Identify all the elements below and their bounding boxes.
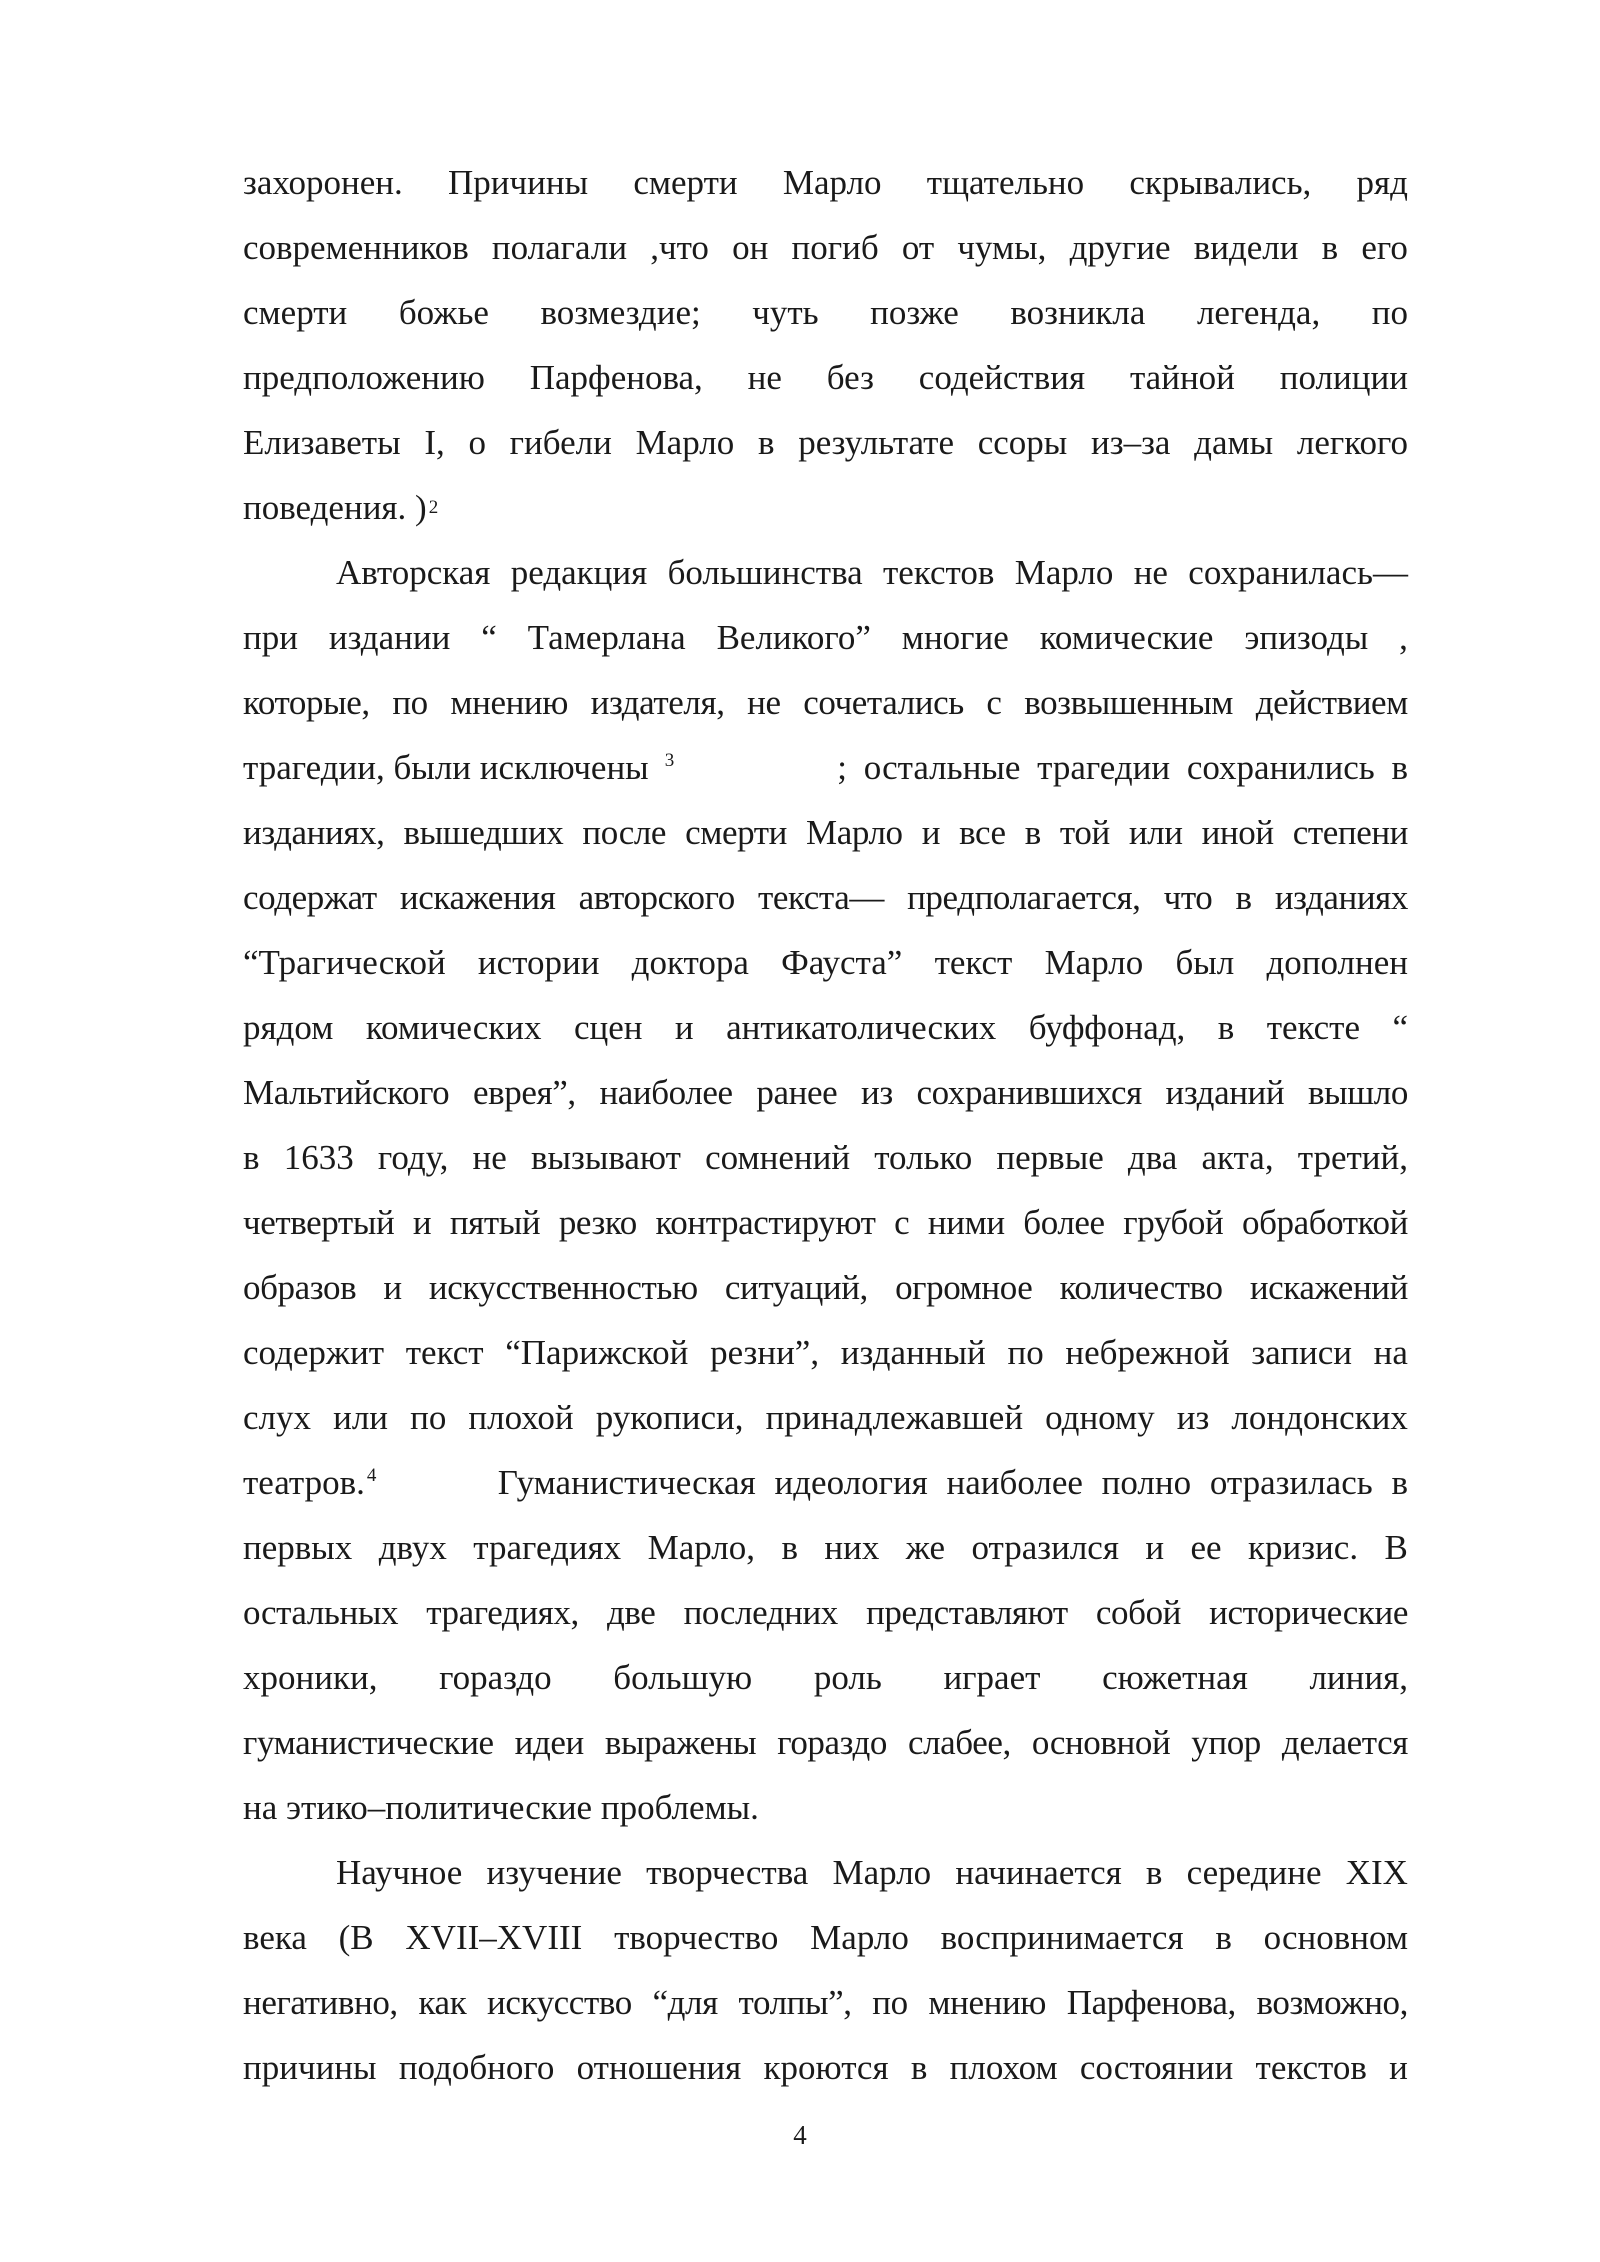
word: изучение: [486, 1852, 622, 1892]
word: сохранившихся: [916, 1072, 1142, 1112]
word: же: [905, 1527, 946, 1567]
word: кризис.: [1248, 1527, 1359, 1567]
word: два: [1127, 1137, 1178, 1177]
word: сюжетная: [1102, 1657, 1248, 1697]
word: и: [412, 1202, 432, 1242]
word: иной: [1201, 812, 1274, 852]
word: гораздо: [777, 1722, 887, 1762]
text-line: [243, 670, 1408, 735]
word: негативно,: [243, 1982, 398, 2022]
word: еврея”,: [473, 1072, 576, 1112]
word: полиции: [1279, 357, 1408, 397]
word: ряд: [1356, 162, 1408, 202]
word: образов: [243, 1267, 357, 1307]
word: и: [1389, 2047, 1408, 2087]
word: Великого”: [716, 617, 871, 657]
word: 1633: [283, 1137, 354, 1177]
word: искусственностью: [428, 1267, 698, 1307]
body-text: [243, 150, 1408, 2100]
word: или: [1128, 812, 1183, 852]
word: которые,: [243, 682, 370, 722]
word: рядом: [243, 1007, 334, 1047]
word: с: [986, 682, 1002, 722]
word: в: [781, 1527, 798, 1567]
word: изданиях,: [243, 812, 385, 852]
word: собой: [1095, 1592, 1181, 1632]
word: слух: [243, 1397, 312, 1437]
word: роль: [813, 1657, 882, 1697]
word: авторского: [578, 877, 735, 917]
word: из: [1176, 1397, 1210, 1437]
word: принадлежавшей: [765, 1397, 1024, 1437]
word: хроники,: [243, 1657, 378, 1697]
word: делается: [1281, 1722, 1408, 1762]
text-line: [243, 1255, 1408, 1320]
text-segment: поведения. ): [243, 487, 427, 527]
word: ссоры: [977, 422, 1068, 462]
word: действием: [1255, 682, 1408, 722]
word: выражены: [604, 1722, 757, 1762]
word: середине: [1186, 1852, 1322, 1892]
text-line: [243, 215, 1408, 280]
word: в: [243, 1137, 260, 1177]
word: наиболее: [599, 1072, 733, 1112]
word: первых: [243, 1527, 353, 1567]
word: издателя,: [590, 682, 725, 722]
page-number: 4: [793, 2120, 807, 2150]
word: или: [333, 1397, 389, 1437]
word: толпы”,: [738, 1982, 852, 2022]
word: остальных: [243, 1592, 399, 1632]
word: комических: [365, 1007, 542, 1047]
word: дамы: [1194, 422, 1274, 462]
word: количество: [1059, 1267, 1223, 1307]
word: чумы,: [957, 227, 1047, 267]
word: по: [1371, 292, 1408, 332]
word: небрежной: [1065, 1332, 1230, 1372]
word: текстов: [1255, 2047, 1367, 2087]
word: подобного: [398, 2047, 555, 2087]
word: чуть: [752, 292, 819, 332]
word: при: [243, 617, 298, 657]
word: результате: [798, 422, 954, 462]
text-line: [243, 1190, 1408, 1255]
word: (В: [338, 1917, 374, 1957]
word: акта,: [1201, 1137, 1274, 1177]
word: Марло,: [647, 1527, 756, 1567]
word: тайной: [1129, 357, 1235, 397]
text-line: [243, 605, 1408, 670]
word: легкого: [1296, 422, 1408, 462]
word: содержат: [243, 877, 377, 917]
word: захоронен.: [243, 162, 403, 202]
word: из: [860, 1072, 893, 1112]
text-line: [243, 735, 1408, 800]
word: текст: [934, 942, 1013, 982]
text-line: [243, 1580, 1408, 1645]
word: плохом: [949, 2047, 1058, 2087]
word: в: [1024, 812, 1041, 852]
word: многие: [901, 617, 1009, 657]
word: Марло: [1014, 552, 1114, 592]
word: двух: [378, 1527, 447, 1567]
word: не: [747, 682, 781, 722]
word: третий,: [1297, 1137, 1408, 1177]
word: гибели: [509, 422, 612, 462]
text-segment: на этико–политические проблемы.: [243, 1787, 759, 1827]
word: “Парижской: [505, 1332, 689, 1372]
word: по: [410, 1397, 447, 1437]
word: отразился: [971, 1527, 1119, 1567]
word: записи: [1251, 1332, 1352, 1372]
word: кроются: [763, 2047, 889, 2087]
word: после: [582, 812, 667, 852]
word: В: [1384, 1527, 1408, 1567]
word: из–за: [1091, 422, 1171, 462]
word: большую: [613, 1657, 753, 1697]
word: не: [472, 1137, 507, 1177]
word: Фауста”: [781, 942, 903, 982]
word: позже: [870, 292, 959, 332]
text-line: [243, 1775, 1408, 1840]
word: представляют: [866, 1592, 1068, 1632]
text-segment: трагедии, были исключены: [243, 747, 649, 787]
word: “для: [652, 1982, 718, 2022]
word: году,: [377, 1137, 449, 1177]
word: буффонад,: [1028, 1007, 1186, 1047]
word: редакция: [510, 552, 648, 592]
word: как: [418, 1982, 467, 2022]
word: что: [1163, 877, 1213, 917]
text-line: [243, 150, 1408, 215]
word: основной: [1031, 1722, 1171, 1762]
word: контрастируют: [655, 1202, 876, 1242]
word: большинства: [667, 552, 863, 592]
word: ее: [1190, 1527, 1222, 1567]
word: в: [1235, 877, 1252, 917]
word: в: [757, 422, 775, 462]
word: грубой: [1123, 1202, 1224, 1242]
word: I,: [424, 422, 445, 462]
word: содействия: [918, 357, 1086, 397]
word: Марло: [1044, 942, 1144, 982]
word: искажений: [1249, 1267, 1408, 1307]
word: смерти: [633, 162, 738, 202]
word: тщательно: [926, 162, 1085, 202]
word: основном: [1263, 1917, 1408, 1957]
word: вызывают: [530, 1137, 681, 1177]
text-line: [243, 1385, 1408, 1450]
word: божье: [398, 292, 489, 332]
word: более: [1023, 1202, 1105, 1242]
word: Причины: [448, 162, 589, 202]
text-line: [243, 1450, 1408, 1515]
word: XIX: [1345, 1852, 1408, 1892]
word: Научное: [336, 1852, 463, 1892]
word: текста—: [757, 877, 884, 917]
word: с: [894, 1202, 910, 1242]
word: Парфенова,: [1066, 1982, 1236, 2022]
text-segment: [243, 748, 674, 788]
word: Марло: [782, 162, 882, 202]
word: другие: [1069, 227, 1171, 267]
word: Елизаветы: [243, 422, 401, 462]
word: предполагается,: [907, 877, 1141, 917]
word: в: [1217, 1007, 1235, 1047]
word: текстов: [883, 552, 995, 592]
word: огромное: [895, 1267, 1033, 1307]
word: одному: [1045, 1397, 1155, 1437]
word: изданный: [840, 1332, 986, 1372]
word: возникла: [1010, 292, 1146, 332]
word: современников: [243, 227, 469, 267]
word: той: [1059, 812, 1110, 852]
word: истории: [477, 942, 600, 982]
word: изданий: [1165, 1072, 1285, 1112]
text-segment: театров.: [243, 1462, 365, 1502]
word: возмездие;: [540, 292, 701, 332]
word: Марло: [832, 1852, 932, 1892]
word: “: [1392, 1007, 1408, 1047]
text-line: [243, 865, 1408, 930]
word: резко: [558, 1202, 637, 1242]
text-line: [243, 1515, 1408, 1580]
word: о: [468, 422, 486, 462]
footnote-ref: 3: [664, 749, 675, 771]
word: сохранилась—: [1188, 552, 1408, 592]
word: все: [959, 812, 1006, 852]
text-line: [243, 2035, 1408, 2100]
footnote-ref: 4: [366, 1464, 377, 1486]
paragraph-first-line: [243, 1840, 1408, 1905]
text-segment: ; остальные трагедии сохранились в: [837, 747, 1408, 787]
word: плохой: [468, 1397, 574, 1437]
word: трагедиях: [473, 1527, 622, 1567]
word: мнению: [450, 682, 569, 722]
word: без: [826, 357, 874, 397]
text-line: [243, 280, 1408, 345]
word: лондонских: [1231, 1397, 1408, 1437]
word: слабее,: [907, 1722, 1011, 1762]
word: в: [1321, 227, 1339, 267]
word: не: [1133, 552, 1168, 592]
word: в: [1145, 1852, 1163, 1892]
word: возможно,: [1256, 1982, 1408, 2022]
word: трагедиях,: [426, 1592, 579, 1632]
word: доктора: [631, 942, 749, 982]
word: обработкой: [1241, 1202, 1408, 1242]
word: Марло: [810, 1917, 909, 1957]
word: по: [392, 682, 428, 722]
word: искусство: [487, 1982, 632, 2022]
text-line: [243, 410, 1408, 475]
text-line: [243, 345, 1408, 410]
text-segment: [243, 1463, 376, 1503]
paragraph-first-line: [243, 540, 1408, 605]
word: видели: [1193, 227, 1299, 267]
word: его: [1361, 227, 1408, 267]
word: мнению: [928, 1982, 1047, 2022]
text-line: [243, 930, 1408, 995]
word: Мальтийского: [243, 1072, 450, 1112]
text-line: [243, 800, 1408, 865]
word: рукописи,: [595, 1397, 744, 1437]
word: был: [1175, 942, 1235, 982]
word: вышедших: [403, 812, 564, 852]
word: издании: [328, 617, 451, 657]
word: идеи: [514, 1722, 584, 1762]
word: исторические: [1209, 1592, 1408, 1632]
word: ранее: [756, 1072, 838, 1112]
text-line: поведения. ) 2: [243, 487, 439, 527]
word: Марло: [635, 422, 735, 462]
word: Тамерлана: [527, 617, 686, 657]
word: и: [674, 1007, 694, 1047]
word: в: [1215, 1917, 1232, 1957]
word: сочетались: [803, 682, 964, 722]
word: смерти: [685, 812, 787, 852]
word: гораздо: [439, 1657, 552, 1697]
word: только: [874, 1137, 973, 1177]
text-line: [243, 1320, 1408, 1385]
text-line: [243, 1645, 1408, 1710]
word: первые: [996, 1137, 1104, 1177]
word: века: [243, 1917, 307, 1957]
word: пятый: [449, 1202, 541, 1242]
word: он: [732, 227, 769, 267]
word: воспринимается: [940, 1917, 1184, 1957]
word: комические: [1039, 617, 1214, 657]
word: искажения: [399, 877, 556, 917]
word: по: [872, 1982, 908, 2022]
word: состоянии: [1079, 2047, 1234, 2087]
text-line: [243, 1125, 1408, 1190]
word: “Трагической: [243, 942, 446, 982]
text-line: [243, 1710, 1408, 1775]
word: эпизоды: [1244, 617, 1369, 657]
word: по: [1007, 1332, 1044, 1372]
word: легенда,: [1196, 292, 1321, 332]
word: XVII–XVIII: [405, 1917, 583, 1957]
word: последних: [683, 1592, 838, 1632]
word: Авторская: [336, 552, 491, 592]
word: ситуаций,: [724, 1267, 868, 1307]
word: ,: [1399, 617, 1408, 657]
text-line: [243, 1970, 1408, 2035]
word: текст: [405, 1332, 484, 1372]
word: смерти: [243, 292, 348, 332]
word: и: [383, 1267, 402, 1307]
word: творчества: [646, 1852, 809, 1892]
word: гуманистические: [243, 1722, 494, 1762]
word: Марло: [806, 812, 903, 852]
word: сцен: [573, 1007, 643, 1047]
word: на: [1373, 1332, 1408, 1372]
word: и: [1145, 1527, 1165, 1567]
word: них: [824, 1527, 880, 1567]
word: “: [481, 617, 497, 657]
word: изданиях: [1274, 877, 1408, 917]
word: и: [921, 812, 941, 852]
text-line: [243, 1905, 1408, 1970]
word: сомнений: [705, 1137, 851, 1177]
word: содержит: [243, 1332, 385, 1372]
word: от: [901, 227, 935, 267]
word: ,что: [650, 227, 709, 267]
text-line: [243, 995, 1408, 1060]
word: Парфенова,: [529, 357, 703, 397]
word: упор: [1191, 1722, 1261, 1762]
word: скрывались,: [1129, 162, 1312, 202]
word: тексте: [1266, 1007, 1361, 1047]
word: отношения: [576, 2047, 742, 2087]
word: четвертый: [243, 1202, 395, 1242]
word: антикатолических: [726, 1007, 997, 1047]
word: полагали: [491, 227, 628, 267]
word: погиб: [791, 227, 879, 267]
text-line: [243, 1060, 1408, 1125]
word: две: [606, 1592, 656, 1632]
word: причины: [243, 2047, 377, 2087]
word: дополнен: [1266, 942, 1408, 982]
text-segment: Гуманистическая идеология наиболее полно отразилась в: [497, 1462, 1408, 1502]
word: степени: [1292, 812, 1408, 852]
word: творчество: [614, 1917, 779, 1957]
word: начинается: [955, 1852, 1122, 1892]
word: предположению: [243, 357, 485, 397]
word: играет: [943, 1657, 1041, 1697]
word: не: [747, 357, 782, 397]
word: линия,: [1309, 1657, 1408, 1697]
word: в: [910, 2047, 928, 2087]
word: ними: [927, 1202, 1005, 1242]
word: возвышенным: [1024, 682, 1234, 722]
word: вышло: [1307, 1072, 1408, 1112]
word: резни”,: [710, 1332, 820, 1372]
